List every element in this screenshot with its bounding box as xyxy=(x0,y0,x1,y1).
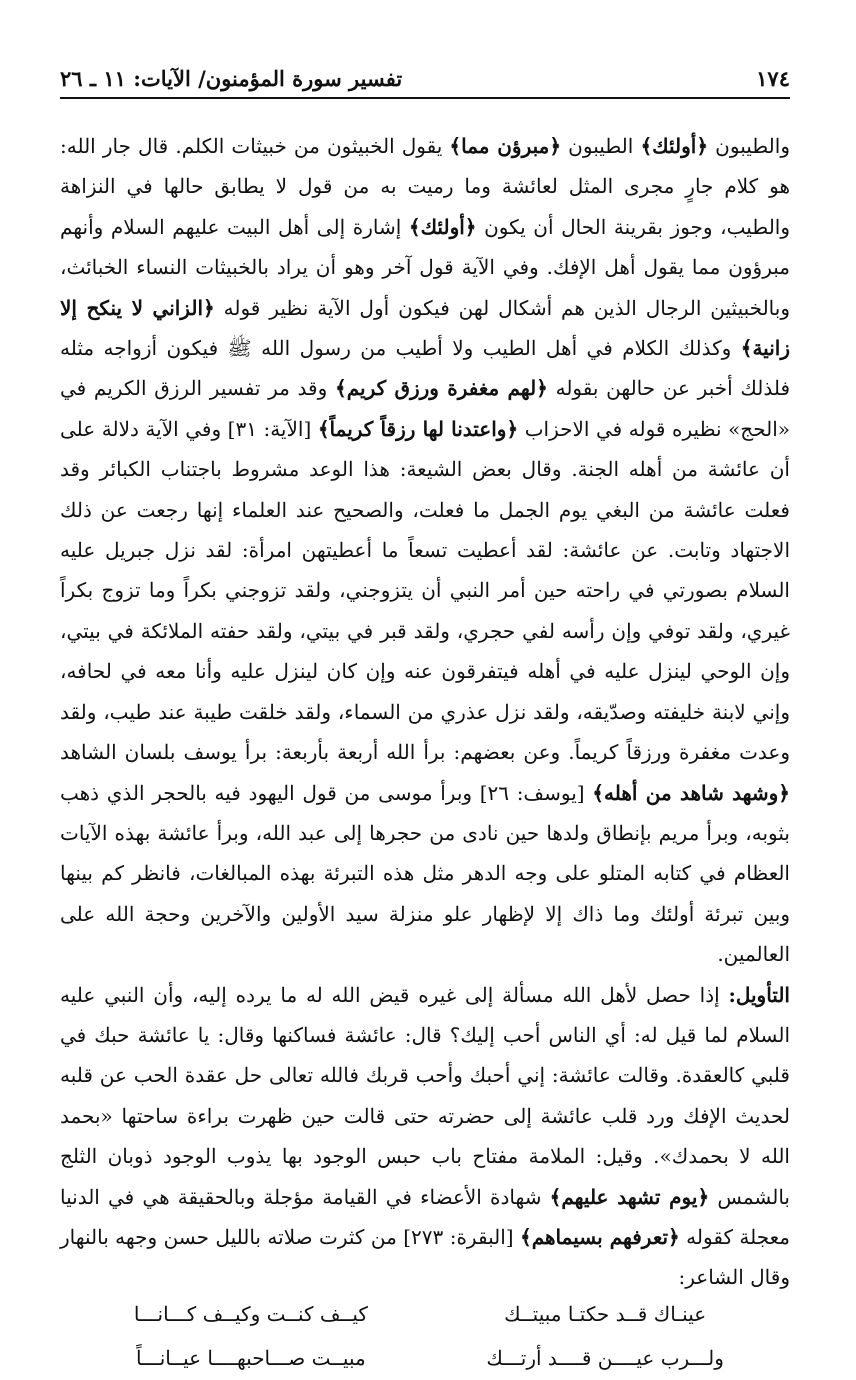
quoted-verse: ﴿الزاني لا ينكح إلا زانية﴾ xyxy=(60,295,790,361)
text-run: إشارة إلى أهل البيت عليهم السلام وأنهم مبرؤون مما يقول أهل الإفك. وفي الآية قول آخر وهو أن يراد بالخبيثات النساء الخبائث، وبالخبيثين الرجال الذين هم أشكال لهن فيكون أول الآية نظير قوله xyxy=(60,214,790,320)
poem-hemistich-left: مبيــت صـــاحبهــــا عيــانـــاً xyxy=(136,1346,366,1370)
text-run: إذا حصل لأهل الله مسألة إلى غيره قيض الله له ما يرده إليه، وأن النبي عليه السلام لما قيل له: أي الناس أحب إليك؟ قال: عائشة فساكنها وقال: يا عائشة حبك في قلبي كالعقدة. وقالت عائشة: إني أحبك وأحب قربك فالله تعالى حل عقدة الحب عن قلبه لحديث الإفك ورد قلب عائشة إلى حضرته حتى قالت حين ظهرت براءة ساحتها «بحمد الله لا بحمدك». وقيل: الملامة مفتاح باب حبس الوجود بها يذوب الوجود ذوبان الثلج بالشمس xyxy=(60,982,790,1209)
page-number: ١٧٤ xyxy=(756,66,790,91)
poem-hemistich-left: كيــف كنــت وكيــف كـــانـــا xyxy=(133,1302,368,1326)
quoted-verse: ﴿أولئك﴾ xyxy=(408,214,477,239)
quoted-verse: ﴿وشهد شاهد من أهله﴾ xyxy=(592,780,790,805)
text-run: وقد مر تفسير الرزق الكريم في «الحج» نظيره قوله في الاحزاب xyxy=(60,376,791,441)
body-paragraph xyxy=(60,126,790,975)
text-run: [الآية: ٣١] وفي الآية دلالة على أن عائشة من أهله الجنة. وقال بعض الشيعة: هذا الوعد مشروط باجتناب الكبائر وقد فعلت عائشة من البغي يوم الجمل ما فعلت، والصحيح عند العلماء إنها رجعت عن ذلك الاجتهاد وتابت. عن عائشة: لقد أعطيت تسعاً ما أعطيتهن امرأة: لقد نزل جبريل عليه السلام بصورتي في راحته حين أمر النبي أن يتزوجني، ولقد تزوجني بكراً وما تزوج بكراً غيري، ولقد توفي وإن رأسه لفي حجري، ولقد قبر في بيتي، ولقد حفته الملائكة في بيتي، وإن الوحي لينزل عليه في أهله فيتفرقون عنه وإن كان لينزل عليه وأنا معه في لحافه، وإني لابنة خليفته وصدّيقه، ولقد نزل عذري من السماء، ولقد خلقت طيبة عند طيب، ولقد وعدت مغفرة ورزقاً كريماً. وعن بعضهم: برأ الله أربعة بأربعة: برأ يوسف بلسان الشاهد xyxy=(60,416,791,765)
text-run: شهادة الأعضاء في القيامة مؤجلة وبالحقيقة هي في الدنيا معجلة كقوله xyxy=(60,1184,790,1249)
poem xyxy=(100,1292,756,1380)
text-run: [يوسف: ٢٦] وبرأ موسى من قول اليهود فيه بالحجر الذي ذهب بثوبه، وبرأ مريم بإنطاق ولدها حين نادى من حجرها إلى عبد الله، وبرأ عائشة بهذه الآيات العظام في كتابه المتلو على وجه الدهر مثل هذه التبرئة بهذه المبالغات، فانظر كم بينها وبين تبرئة أولئك وما ذاك إلا لإظهار علو منزلة سيد الأولين والآخرين وحجة الله على العالمين. xyxy=(60,780,790,967)
text-run: وكذلك الكلام في أهل الطيب ولا أطيب من رسول الله ﷺ فيكون أزواجه مثله فلذلك أخبر عن حالهن بقوله xyxy=(60,336,791,401)
poem-hemistich-right: ولـــرب عيــــن قــــد أرتـــك xyxy=(486,1346,724,1370)
quoted-verse: ﴿يوم تشهد عليهم﴾ xyxy=(549,1184,710,1209)
quoted-verse: ﴿واعتدنا لها رزقاً كريماً﴾ xyxy=(317,416,519,441)
text-run: والطيبون xyxy=(708,134,790,158)
text-run: [البقرة: ٢٧٣] من كثرت صلاته بالليل حسن وجهه بالنهار وقال الشاعر: xyxy=(60,1224,790,1290)
poem-verse xyxy=(100,1336,756,1380)
poem-verse xyxy=(100,1292,756,1336)
running-header xyxy=(60,66,790,99)
quoted-verse: ﴿تعرفهم بسيماهم﴾ xyxy=(519,1224,680,1249)
quoted-verse: التأويل: xyxy=(728,982,790,1007)
poem-hemistich-right: عينـاك قــد حكتـا مبيتــك xyxy=(504,1302,707,1326)
quoted-verse: ﴿لهم مغفرة ورزق كريم﴾ xyxy=(334,376,548,401)
body-paragraph xyxy=(60,975,790,1298)
text-run: الطيبون xyxy=(561,134,641,158)
running-title: تفسير سورة المؤمنون/ الآيات: ١١ ـ ٢٦ xyxy=(60,66,403,91)
quoted-verse: ﴿مبرؤن مما﴾ xyxy=(449,134,562,158)
body-text xyxy=(60,126,790,1298)
text-run: يقول الخبيثون من خبيثات الكلم. قال جار الله: هو كلام جارٍ مجرى المثل لعائشة وما رميت به من قول لا يطابق حالها في النزاهة والطيب، وجوز بقرينة الحال أن يكون xyxy=(60,134,791,239)
quoted-verse: ﴿أولئك﴾ xyxy=(640,134,709,158)
